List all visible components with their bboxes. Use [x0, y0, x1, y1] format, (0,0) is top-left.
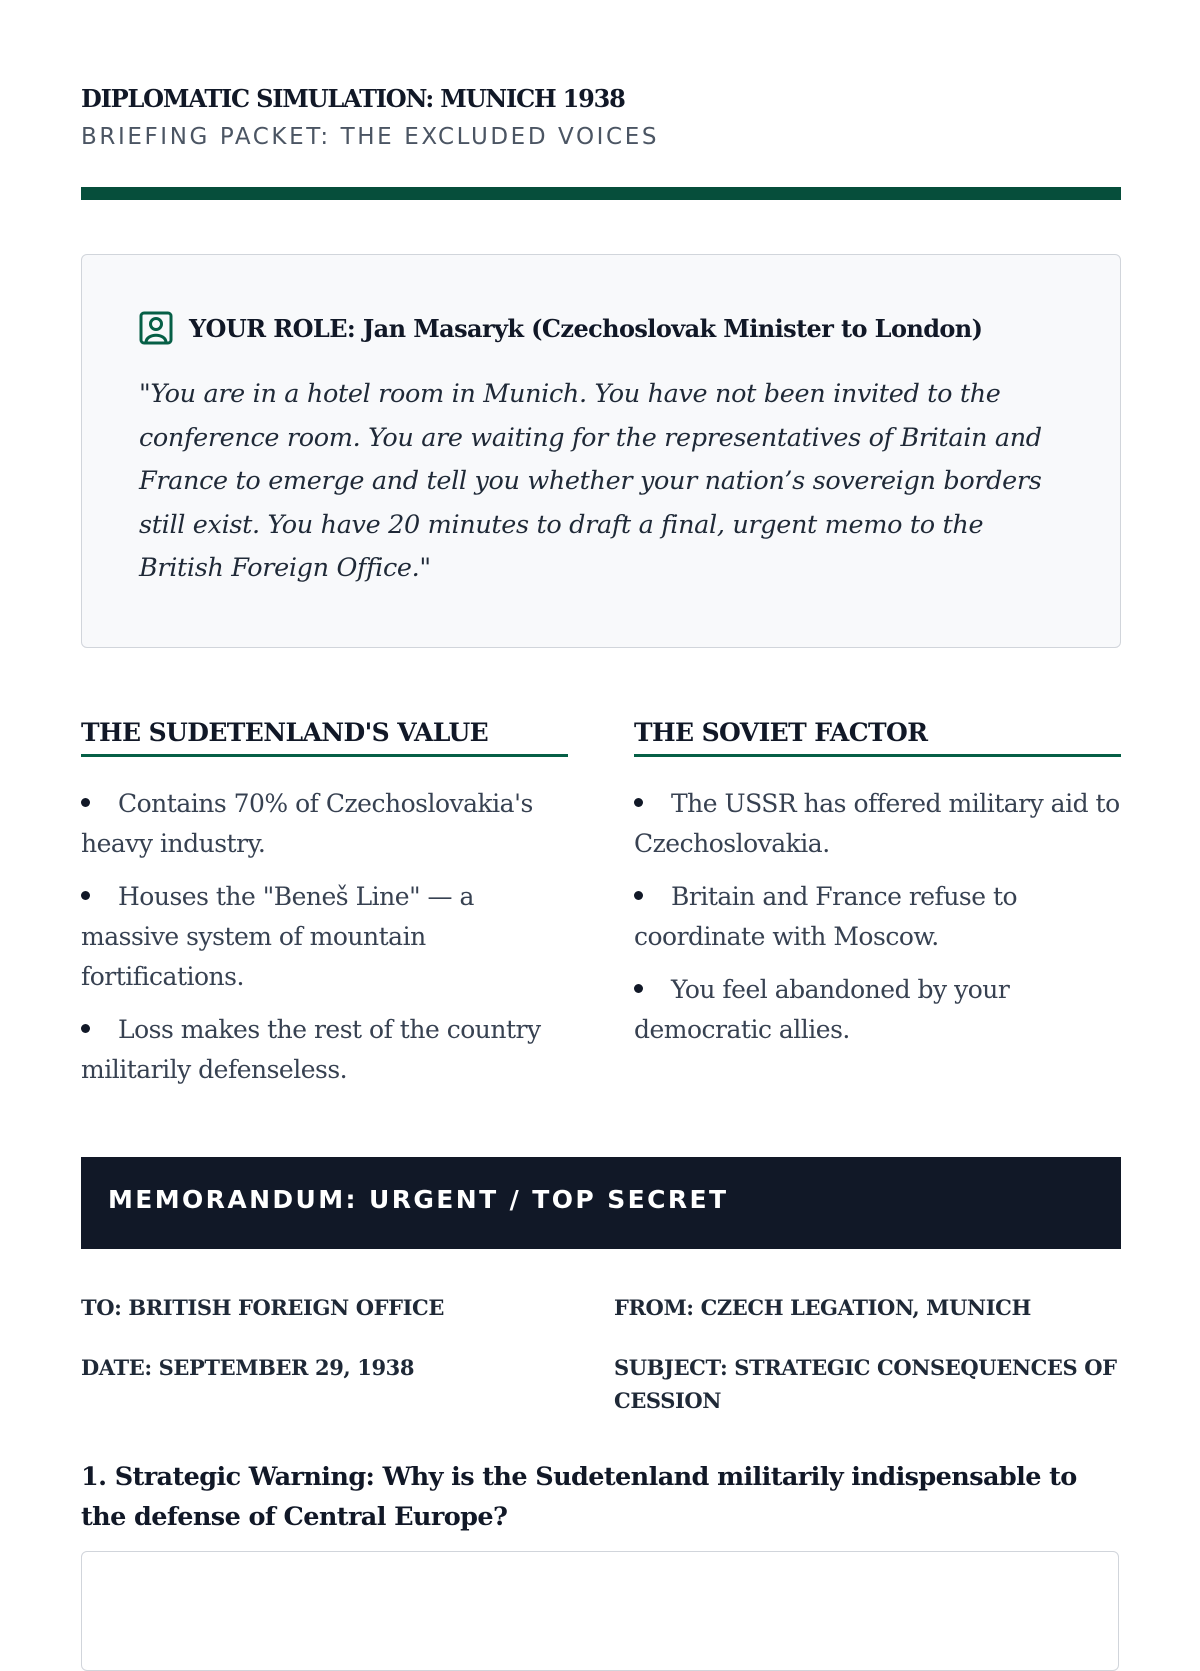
memo-banner	[81, 1157, 1121, 1249]
list-item: You feel abandoned by your democratic allies.	[634, 975, 1010, 1044]
bullet-icon	[634, 891, 643, 900]
memo-from: FROM: CZECH LEGATION, MUNICH	[614, 1295, 1031, 1320]
question-1: 1. Strategic Warning: Why is the Sudetenland militarily indispensable to the defense of Central Europe?	[81, 1462, 1077, 1532]
memo-subject: SUBJECT: STRATEGIC CONSEQUENCES OF CESSION	[614, 1355, 1117, 1413]
role-label: YOUR ROLE: Jan Masaryk (Czechoslovak Minister to London)	[189, 313, 983, 343]
bullet-list	[634, 784, 1121, 1050]
list-item: Houses the "Beneš Line" — a massive system of mountain fortifications.	[81, 882, 474, 991]
list-item: Contains 70% of Czechoslovakia's heavy industry.	[81, 789, 533, 858]
section-title: THE SUDETENLAND'S VALUE	[81, 717, 568, 757]
user-portrait-icon	[139, 311, 173, 345]
memo-banner-title: MEMORANDUM: URGENT / TOP SECRET	[108, 1185, 729, 1214]
document-subtitle: BRIEFING PACKET: THE EXCLUDED VOICES	[81, 124, 660, 150]
bullet-list	[81, 784, 568, 1090]
memo-to: TO: BRITISH FOREIGN OFFICE	[81, 1295, 444, 1320]
role-heading	[139, 311, 982, 345]
memo-date: DATE: SEPTEMBER 29, 1938	[81, 1355, 415, 1380]
soviet-factor-section	[634, 717, 1121, 1063]
header-divider	[81, 187, 1121, 200]
role-scenario-quote: "You are in a hotel room in Munich. You have not been invited to the conference room. You are waiting for the representatives of Britain and France to emerge and tell you whether your nation’s sovereign borders still exist. You have 20 minutes to draft a final, urgent memo to the British Foreign Office."	[139, 379, 1042, 583]
role-card	[81, 254, 1121, 648]
list-item: The USSR has offered military aid to Czechoslovakia.	[634, 789, 1120, 858]
bullet-icon	[81, 891, 90, 900]
list-item: Loss makes the rest of the country militarily defenseless.	[81, 1015, 541, 1084]
bullet-icon	[634, 984, 643, 993]
document-title: DIPLOMATIC SIMULATION: MUNICH 1938	[81, 84, 625, 113]
bullet-icon	[81, 1024, 90, 1033]
answer-1-textarea[interactable]	[81, 1551, 1119, 1671]
bullet-icon	[634, 798, 643, 807]
sudetenland-value-section	[81, 717, 568, 1103]
list-item: Britain and France refuse to coordinate with Moscow.	[634, 882, 1018, 951]
section-title: THE SOVIET FACTOR	[634, 717, 1121, 757]
bullet-icon	[81, 798, 90, 807]
